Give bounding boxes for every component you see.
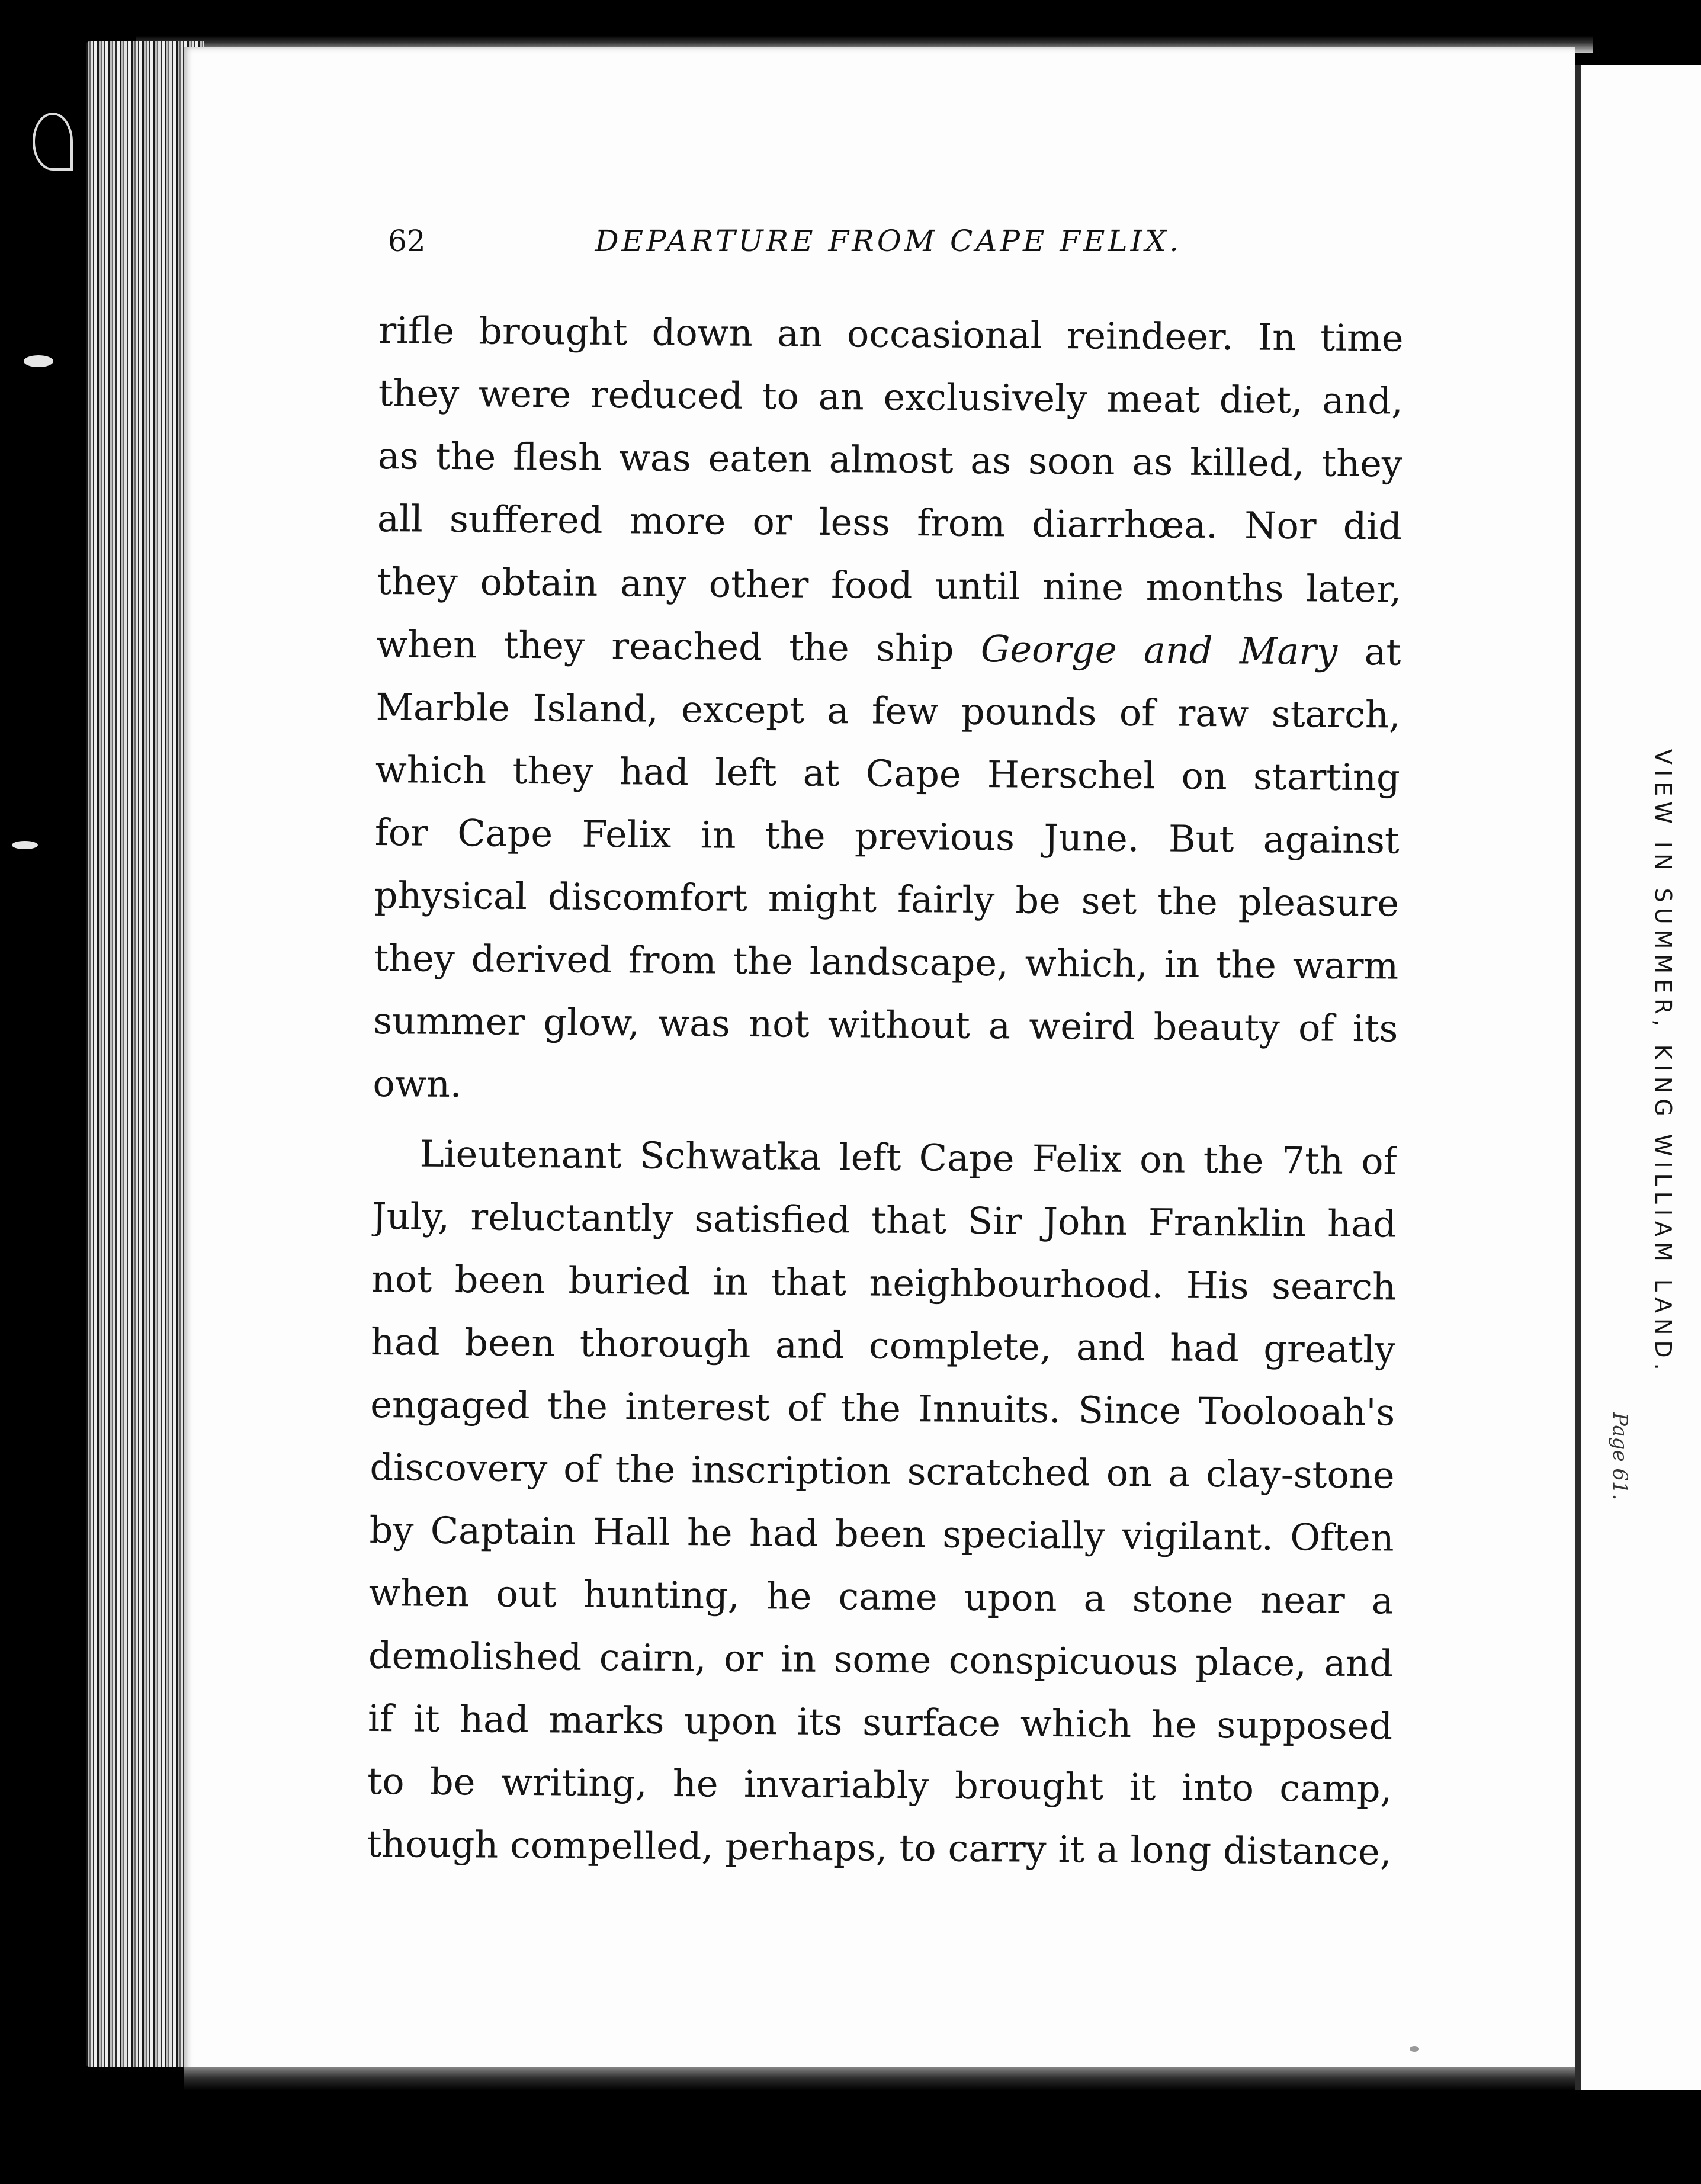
text-line: physical discomfort might fairly be set the pleasure [374, 873, 1400, 925]
text-line: own. [373, 1061, 462, 1106]
text-line: rifle brought down an occasional reindeer. In time [378, 308, 1404, 360]
text-line: as the flesh was eaten almost as soon as killed, they [377, 433, 1403, 486]
plate-page-reference [1608, 1412, 1644, 1543]
text-line: Marble Island, except a few pounds of raw starch, [375, 685, 1401, 737]
text-line: Lieutenant Schwatka left Cape Felix on the 7th of [419, 1132, 1397, 1183]
text-line-lead: when they reached the ship [376, 622, 981, 670]
page-bottom-shadow [184, 2067, 1700, 2090]
text-line-with-ship-name [376, 613, 1401, 684]
scan-speck [1410, 2046, 1419, 2052]
text-line: they obtain any other food until nine months later, [376, 559, 1402, 611]
scan-speck [24, 355, 53, 367]
text-line: had been thorough and complete, and had greatly [370, 1319, 1396, 1372]
plate-page-reference-text: Page 61. [1608, 1412, 1632, 1501]
text-line: for Cape Felix in the previous June. But against [374, 810, 1400, 862]
text-line: all suffered more or less from diarrhœa. Nor did [377, 496, 1402, 548]
plate-caption-text: VIEW IN SUMMER, KING WILLIAM LAND. [1650, 749, 1676, 1376]
text-line: demolished cairn, or in some conspicuous place, and [368, 1633, 1394, 1685]
text-line: engaged the interest of the Innuits. Since Toolooah's [370, 1382, 1395, 1434]
text-line: discovery of the inscription scratched on a clay-stone [370, 1445, 1395, 1497]
running-head [388, 224, 1182, 258]
text-line: to be writing, he invariably brought it into camp, [367, 1759, 1392, 1811]
text-line: if it had marks upon its surface which he supposed [367, 1696, 1393, 1748]
page-number: 62 [388, 224, 426, 258]
text-line: which they had left at Cape Herschel on starting [375, 747, 1400, 799]
text-line: they were reduced to an exclusively meat diet, and, [378, 371, 1403, 423]
text-line-tail: at [1337, 629, 1401, 674]
text-line: July, reluctantly satisfied that Sir John Franklin had [371, 1194, 1397, 1246]
scan-speck [33, 113, 73, 171]
ship-name: George and Mary [980, 627, 1338, 673]
scan-speck [12, 841, 38, 849]
text-line: summer glow, was not without a weird beauty of its [373, 998, 1398, 1051]
text-line: not been buried in that neighbourhood. His search [371, 1257, 1397, 1309]
text-line: though compelled, perhaps, to carry it a long distance, [367, 1822, 1392, 1874]
body-text [367, 299, 1404, 1884]
paragraph-1 [373, 299, 1404, 1123]
text-line: by Captain Hall he had been specially vigilant. Often [369, 1508, 1394, 1560]
chapter-header-title: DEPARTURE FROM CAPE FELIX. [595, 224, 1182, 258]
text-line: they derived from the landscape, which, in the warm [373, 936, 1399, 988]
text-line: when out hunting, he came upon a stone near a [368, 1570, 1394, 1623]
plate-caption [1652, 749, 1688, 1401]
paragraph-2 [367, 1122, 1397, 1884]
